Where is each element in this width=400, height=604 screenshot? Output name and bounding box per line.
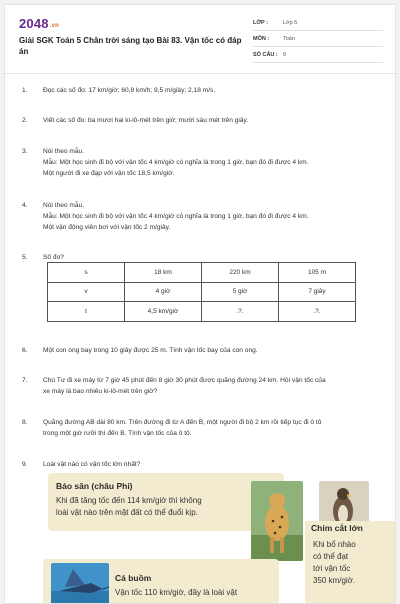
document-header	[5, 5, 396, 73]
question-number: 3.	[22, 148, 28, 155]
speed-table	[47, 262, 356, 322]
question-text: Nói theo mẫu.	[43, 202, 85, 209]
question-number: 7.	[22, 377, 28, 384]
question-number: 1.	[22, 87, 28, 94]
question-number: 2.	[22, 117, 28, 124]
table-cell: 5 giờ	[202, 282, 279, 302]
question-text: trong một giờ rưỡi thì đến B. Tính vận tốc của ô tô.	[43, 430, 192, 437]
table-cell: .?.	[202, 302, 279, 322]
question-text: Viết các số đo: ba mươi hai ki-lô-mét trên giờ; mười sáu mét trên giây.	[43, 117, 249, 124]
sailfish-title: Cá buồm	[115, 573, 152, 583]
table-row	[48, 263, 356, 283]
cheetah-text: Khi đã tăng tốc đến 114 km/giờ thì không loài vật nào trên mặt đất có thể đuổi kịp.	[56, 496, 202, 517]
table-cell: 220 km	[202, 263, 279, 283]
meta-row-subject	[253, 31, 383, 47]
document-page	[4, 4, 396, 604]
table-cell: 105 m	[279, 263, 356, 283]
question-text: Một người đi xe đạp với vận tốc 18,5 km/giờ.	[43, 170, 175, 177]
table-cell: .?.	[279, 302, 356, 322]
meta-value: Toán	[283, 35, 295, 42]
meta-key: LỚP :	[253, 19, 268, 26]
question-text: Nói theo mẫu.	[43, 148, 85, 155]
meta-value: 9	[283, 51, 287, 58]
cheetah-title: Báo săn (châu Phi)	[56, 481, 133, 491]
falcon-card	[305, 521, 396, 604]
question-text: Mẫu: Một học sinh đi bộ với vận tốc 4 km/giờ có nghĩa là trong 1 giờ, bạn đó đi được 4 km.	[43, 213, 309, 220]
meta-info	[253, 15, 383, 63]
falcon-text: Khi bổ nhào có thể đạt tới vận tốc 350 km/giờ.	[313, 540, 356, 585]
question-text: Số đo?	[43, 254, 64, 261]
question-number: 5.	[22, 254, 28, 261]
table-cell: 4 giờ	[125, 282, 202, 302]
question-text: Đọc các số đo: 17 km/giờ; 60,8 km/h; 9,5 m/giây; 2,18 m/s.	[43, 87, 216, 94]
meta-row-count	[253, 47, 383, 63]
falcon-title: Chim cắt lớn	[311, 523, 363, 533]
question-text: Quãng đường AB dài 80 km. Trên đường đi từ A đến B, một người đi bộ 2 km rồi tiếp tục đi ô tô	[43, 419, 322, 426]
cheetah-card	[48, 473, 284, 531]
question-text: Một vận động viên bơi với vận tốc 2 m/giây.	[43, 224, 171, 231]
table-cell: 7 giây	[279, 282, 356, 302]
sailfish-text: Vận tốc 110 km/giờ, đây là loài vật	[115, 588, 238, 597]
table-row	[48, 282, 356, 302]
question-text: Loài vật nào có vận tốc lớn nhất?	[43, 461, 141, 468]
meta-key: MÔN :	[253, 35, 270, 42]
header-divider	[5, 73, 396, 74]
table-cell: 18 km	[125, 263, 202, 283]
question-number: 8.	[22, 419, 28, 426]
table-cell: t	[48, 302, 125, 322]
table-row	[48, 302, 356, 322]
question-text: xe máy là bao nhiêu ki-lô-mét trên giờ?	[43, 388, 158, 395]
cheetah-image	[251, 481, 303, 561]
question-number: 4.	[22, 202, 28, 209]
question-text: Một con ong bay trong 10 giây được 25 m. Tính vận tốc bay của con ong.	[43, 347, 258, 354]
table-cell: s	[48, 263, 125, 283]
meta-row-class	[253, 15, 383, 31]
animal-speed-illustration	[43, 473, 396, 604]
table-cell: v	[48, 282, 125, 302]
meta-key: SỐ CÂU :	[253, 51, 278, 58]
site-logo[interactable]: 2048.vn	[19, 16, 60, 31]
question-number: 6.	[22, 347, 28, 354]
sailfish-image	[51, 563, 109, 604]
meta-value: Lớp 5	[283, 19, 298, 26]
question-number: 9.	[22, 461, 28, 468]
question-text: Mẫu: Một học sinh đi bộ với vận tốc 4 km/giờ có nghĩa là trong 1 giờ, bạn đó đi được 4 km.	[43, 159, 309, 166]
document-title: Giải SGK Toán 5 Chân trời sáng tạo Bài 83. Vận tốc có đáp án	[19, 36, 242, 56]
table-cell: 4,5 km/giờ	[125, 302, 202, 322]
question-text: Chú Tư đi xe máy từ 7 giờ 45 phút đến 8 giờ 30 phút được quãng đường 24 km. Hỏi vận tốc của	[43, 377, 326, 384]
